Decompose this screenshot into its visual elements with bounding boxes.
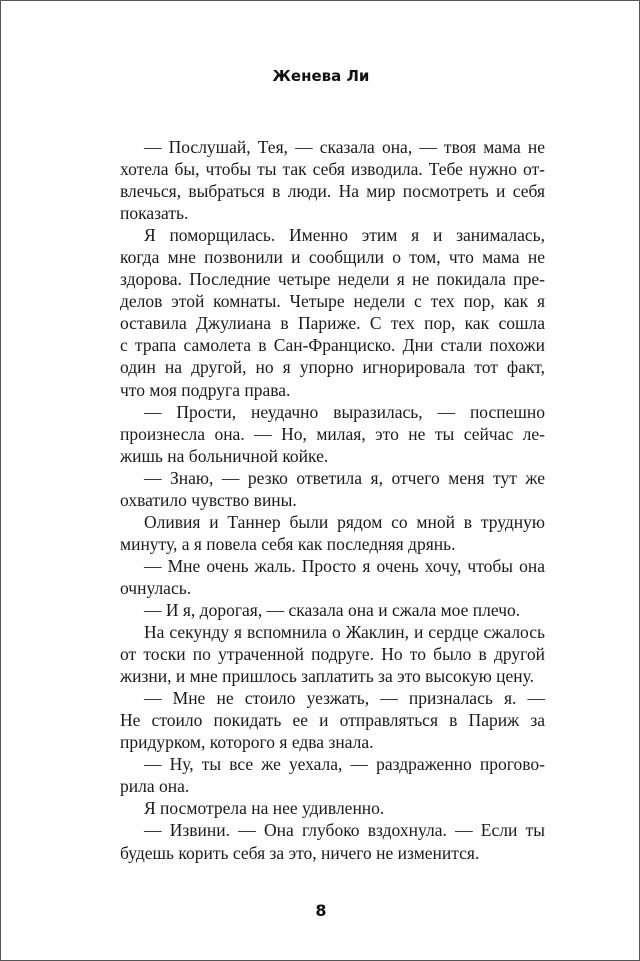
text-line: — Прости, неудачно выразилась, — поспешно — [144, 401, 545, 422]
text-line: рила она. — [120, 776, 190, 797]
text-line: — Ну, ты все же уехала, — раздраженно прогово- — [144, 754, 545, 775]
text-line: что моя подруга права. — [120, 379, 291, 400]
paragraph — [120, 599, 545, 621]
text-line: когда мне позвонили и сообщили о том, что мама не — [120, 247, 545, 268]
paragraph — [120, 467, 545, 511]
text-line: будешь корить себя за это, ничего не изменится. — [120, 842, 480, 863]
paragraph — [120, 797, 545, 819]
text-line: делов этой комнаты. Четыре недели с тех пор, как я — [120, 291, 545, 312]
text-line: — Послушай, Тея, — сказала она, — твоя мама не — [144, 137, 545, 157]
text-line: показать. — [120, 203, 189, 224]
text-line: от тоски по утраченной подруге. Но то было в другой — [120, 644, 545, 665]
paragraph — [120, 753, 545, 797]
paragraph — [120, 555, 545, 599]
text-line: На секунду я вспомнила о Жаклин, и сердце сжалось — [144, 622, 545, 643]
text-line: влечься, выбраться в люди. На мир посмотреть и себя — [120, 181, 545, 202]
paragraph — [120, 136, 545, 224]
text-line: Я посмотрела на нее удивленно. — [144, 798, 385, 819]
paragraph — [120, 621, 545, 687]
text-line: Я поморщилась. Именно этим я и занималась, — [144, 225, 545, 246]
text-line: минуту, а я повела себя как последняя дрянь. — [120, 533, 456, 554]
text-line: придурком, которого я едва знала. — [120, 732, 374, 753]
paragraph — [120, 687, 545, 753]
text-line: Не стоило покидать ее и отправляться в Париж за — [120, 710, 545, 731]
text-line: — Мне не стоило уезжать, — призналась я. — — [144, 688, 545, 709]
paragraph — [120, 511, 545, 555]
text-line: хотела бы, чтобы ты так себя изводила. Тебе нужно от- — [120, 159, 545, 180]
text-line: здорова. Последние четыре недели я не покидала пре- — [120, 269, 545, 290]
text-line: — Знаю, — резко ответила я, отчего меня тут же — [144, 467, 545, 488]
paragraph — [120, 401, 545, 467]
page-body-text — [120, 136, 545, 864]
text-line: один на другой, но я упорно игнорировала тот факт, — [120, 357, 545, 378]
paragraph — [120, 819, 545, 863]
text-line: произнесла она. — Но, милая, это не ты сейчас ле- — [120, 423, 545, 444]
text-line: Оливия и Таннер были рядом со мной в трудную — [144, 511, 545, 532]
text-line: — Извини. — Она глубоко вздохнула. — Если ты — [144, 820, 545, 841]
text-line: жишь на больничной койке. — [120, 445, 329, 466]
page-number: 8 — [315, 901, 327, 920]
text-line: с трапа самолета в Сан-Франциско. Дни стали похожи — [120, 335, 545, 356]
text-line: — И я, дорогая, — сказала она и сжала мое плечо. — [144, 599, 521, 620]
running-header: Женева Ли — [272, 67, 370, 85]
text-line: оставила Джулиана в Париже. С тех пор, как сошла — [120, 313, 545, 334]
text-line: — Мне очень жаль. Просто я очень хочу, чтобы она — [144, 555, 545, 576]
text-line: очнулась. — [120, 577, 192, 598]
paragraph — [120, 224, 545, 400]
text-line: охватило чувство вины. — [120, 489, 297, 510]
text-line: жизни, и мне пришлось заплатить за это высокую цену. — [120, 666, 535, 687]
